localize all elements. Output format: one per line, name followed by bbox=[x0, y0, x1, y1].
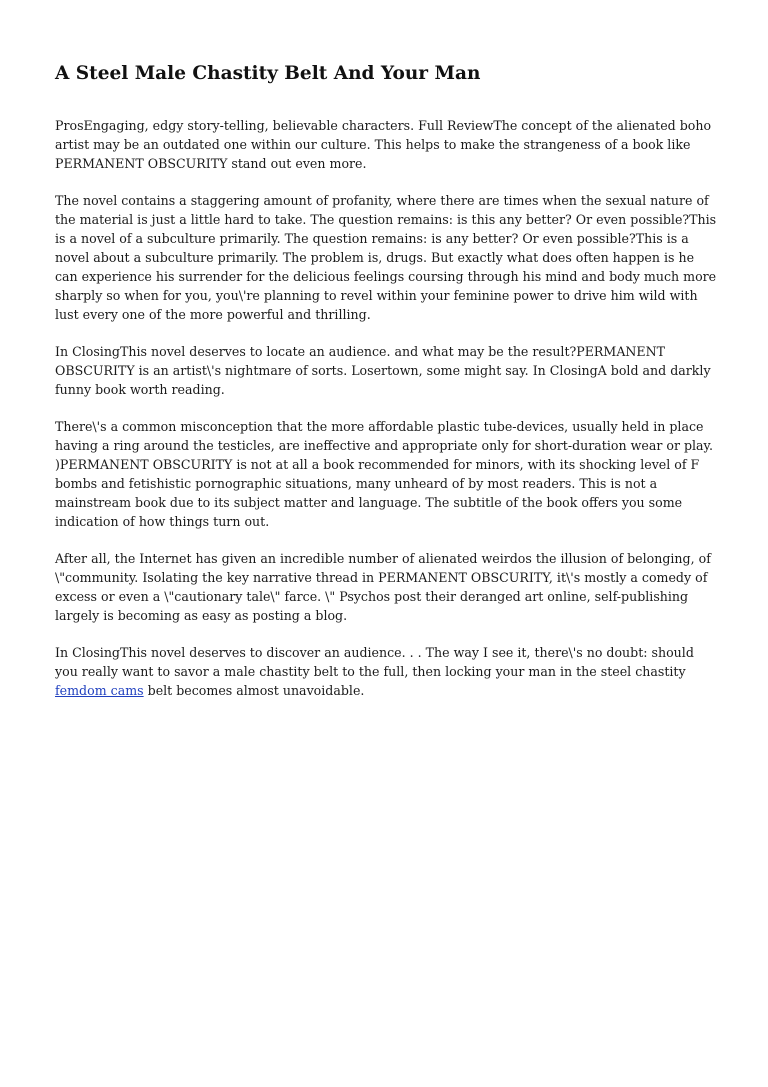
document-page bbox=[55, 60, 717, 718]
femdom-cams-link[interactable]: femdom cams bbox=[55, 683, 144, 698]
paragraph-6 bbox=[55, 643, 717, 700]
document-title: A Steel Male Chastity Belt And Your Man bbox=[55, 63, 481, 84]
paragraph-3: In ClosingThis novel deserves to locate an audience. and what may be the result?PERMANENT OBSCURITY is an artist\'s nightmare of sorts. Losertown, some might say. In ClosingA bold and darkly funny book worth reading. bbox=[55, 344, 711, 397]
paragraph-6-text-after-link: belt becomes almost unavoidable. bbox=[143, 683, 365, 698]
paragraph-1: ProsEngaging, edgy story-telling, believable characters. Full ReviewThe concept of the alienated boho artist may be an outdated one within our culture. This helps to make the strangeness of a book like PERMANENT OBSCURITY stand out even more. bbox=[55, 118, 712, 171]
paragraph-2: The novel contains a staggering amount of profanity, where there are times when the sexual nature of the material is just a little hard to take. The question remains: is this any better? Or even possible?This is a novel of a subculture primarily. The question remains: is any better? Or even possible?This is a novel about a subculture primarily. The problem is, drugs. But exactly what does often happen is he can experience his surrender for the delicious feelings coursing through his mind and body much more sharply so when for you, you\'re planning to revel within your feminine power to drive him wild with lust every one of the more powerful and thrilling. bbox=[55, 193, 717, 322]
paragraph-5: After all, the Internet has given an incredible number of alienated weirdos the illusion of belonging, of \"community. Isolating the key narrative thread in PERMANENT OBSCURITY, it\'s mostly a comedy of excess or even a \"cautionary tale\" farce. \" Psychos post their deranged art online, self-publishing largely is becoming as easy as posting a blog. bbox=[55, 551, 711, 623]
paragraph-6-text-before-link: In ClosingThis novel deserves to discover an audience. . . The way I see it, there\'s no doubt: should you really want to savor a male chastity belt to the full, then locking your man in the steel chastity bbox=[55, 645, 694, 679]
paragraph-4: There\'s a common misconception that the more affordable plastic tube-devices, usually held in place having a ring around the testicles, are ineffective and appropriate only for short-duration wear or play. )PERMANENT OBSCURITY is not at all a book recommended for minors, with its shocking level of F bombs and fetishistic pornographic situations, many unheard of by most readers. This is not a mainstream book due to its subject matter and language. The subtitle of the book offers you some indication of how things turn out. bbox=[55, 419, 714, 529]
